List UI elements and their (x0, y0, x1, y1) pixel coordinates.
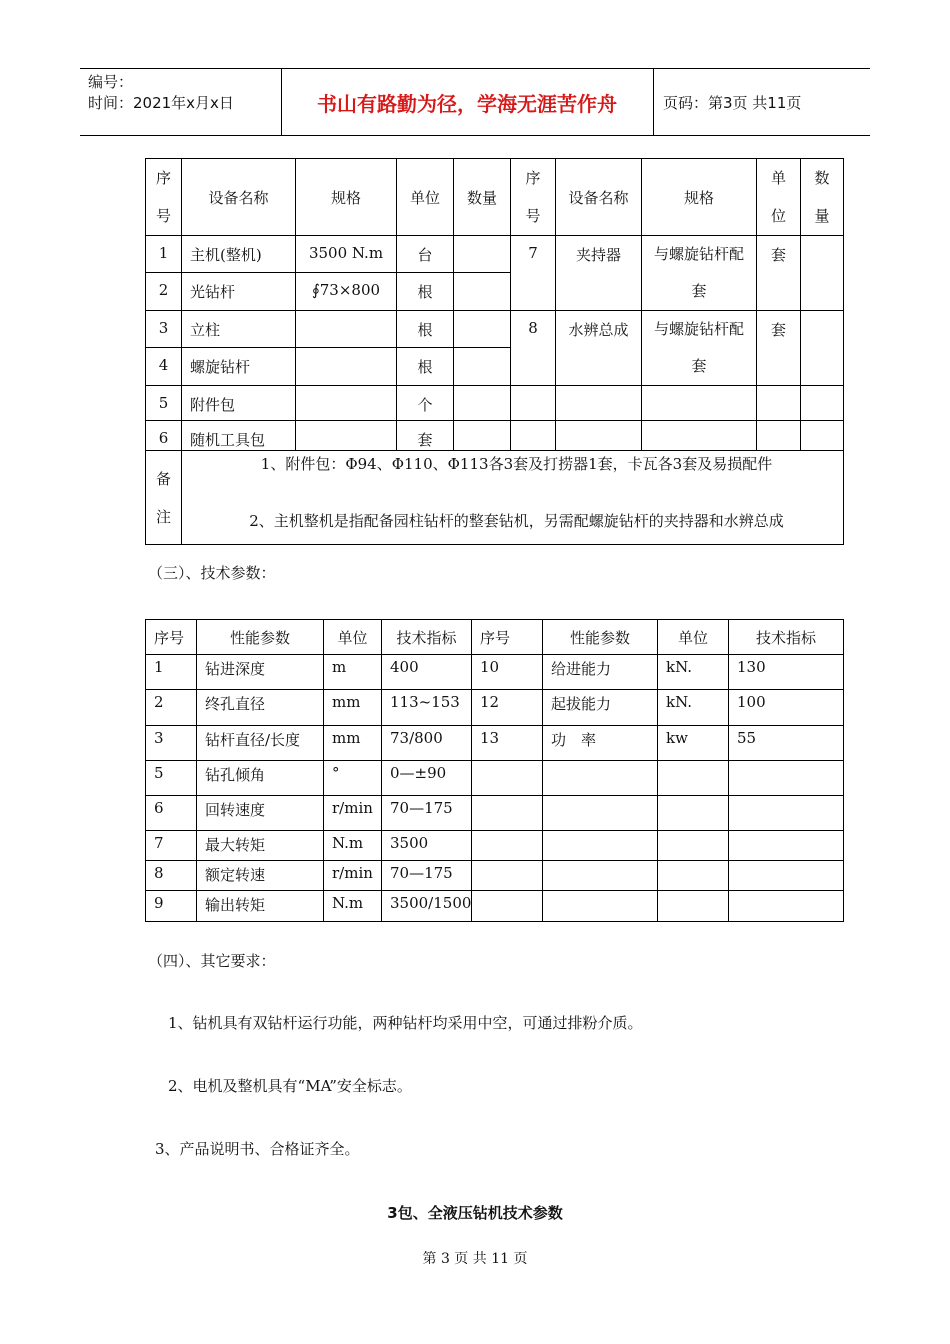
table-cell: 55 (729, 726, 844, 761)
table-cell: 回转速度 (197, 796, 324, 831)
cell-name: 水辨总成 (556, 311, 642, 386)
table-cell: 1 (146, 655, 197, 690)
table-cell: 钻孔倾角 (197, 761, 324, 796)
cell-name: 光钻杆 (182, 272, 296, 310)
table-cell: 钻杆直径/长度 (197, 726, 324, 761)
cell-spec (296, 386, 397, 421)
time-label: 时间：2021年x月x日 (88, 94, 234, 112)
cell-unit: 台 (397, 236, 454, 273)
cell-no: 1 (146, 236, 182, 273)
table-cell: kw (658, 726, 729, 761)
cell-name: 夹持器 (556, 236, 642, 311)
table-cell (658, 891, 729, 922)
cell-qty (454, 347, 511, 385)
header-cell: 单位 (324, 620, 382, 655)
table-cell (543, 796, 658, 831)
table-cell: 0—±90 (382, 761, 472, 796)
table-row (146, 761, 844, 796)
table-cell: 给进能力 (543, 655, 658, 690)
cell-no: 2 (146, 272, 182, 310)
table-row (146, 386, 844, 421)
table-row (146, 891, 844, 922)
remarks-label: 备注 (146, 451, 182, 545)
cell-name: 主机(整机) (182, 236, 296, 273)
section-title: 3包、全液压钻机技术参数 (387, 1204, 563, 1222)
header-divider (653, 68, 654, 135)
page-footer: 第 3 页 共 11 页 (422, 1251, 528, 1267)
table-cell (729, 796, 844, 831)
cell-unit: 根 (397, 272, 454, 310)
table-row (146, 726, 844, 761)
table-cell: 100 (729, 690, 844, 726)
table-cell: N.m (324, 831, 382, 861)
table-cell: kN. (658, 690, 729, 726)
header-cell: 设备名称 (556, 159, 642, 236)
table-cell: 12 (472, 690, 543, 726)
table-cell (543, 761, 658, 796)
table-header-row (146, 620, 844, 655)
table-cell (543, 831, 658, 861)
cell-empty (757, 386, 801, 421)
table-cell (658, 831, 729, 861)
table-cell: 8 (146, 861, 197, 891)
cell-empty (757, 421, 801, 451)
remark-line: 2、主机整机是指配备园柱钻杆的整套钻机，另需配螺旋钻杆的夹持器和水辨总成 (249, 512, 784, 530)
table-cell: 额定转速 (197, 861, 324, 891)
table-cell (658, 761, 729, 796)
table-cell: 3 (146, 726, 197, 761)
table-cell: 7 (146, 831, 197, 861)
cell-empty (642, 386, 757, 421)
header-cell: 性能参数 (543, 620, 658, 655)
table-cell: 功 率 (543, 726, 658, 761)
table-cell: ° (324, 761, 382, 796)
header-cell: 序号 (146, 620, 197, 655)
table-cell: kN. (658, 655, 729, 690)
requirement-item: 2、电机及整机具有“MA”安全标志。 (168, 1077, 412, 1095)
table-cell (472, 831, 543, 861)
table-cell (472, 861, 543, 891)
cell-spec: 与螺旋钻杆配套 (642, 236, 757, 311)
cell-empty (801, 386, 844, 421)
table-cell: mm (324, 726, 382, 761)
table-cell: 6 (146, 796, 197, 831)
cell-spec: 3500 N.m (296, 236, 397, 273)
table-row (146, 311, 844, 348)
header-info (88, 72, 234, 114)
cell-name: 附件包 (182, 386, 296, 421)
table-cell: 130 (729, 655, 844, 690)
table-cell: 73/800 (382, 726, 472, 761)
table-cell (472, 891, 543, 922)
cell-unit: 套 (397, 421, 454, 451)
table-cell: 113~153 (382, 690, 472, 726)
table-row (146, 690, 844, 726)
section-3-title: （三）、技术参数： (148, 564, 276, 582)
cell-empty (556, 421, 642, 451)
table-cell: 钻进深度 (197, 655, 324, 690)
cell-empty (511, 421, 556, 451)
cell-empty (642, 421, 757, 451)
header-cell: 性能参数 (197, 620, 324, 655)
table-cell (658, 861, 729, 891)
table-cell: 最大转矩 (197, 831, 324, 861)
cell-no: 3 (146, 311, 182, 348)
cell-spec (296, 311, 397, 348)
table-cell (729, 831, 844, 861)
number-label: 编号： (88, 73, 134, 91)
cell-qty (454, 386, 511, 421)
table-cell (543, 891, 658, 922)
table-cell: 输出转矩 (197, 891, 324, 922)
header-cell: 规格 (296, 159, 397, 236)
header-cell: 规格 (642, 159, 757, 236)
cell-no: 6 (146, 421, 182, 451)
table-cell: 起拔能力 (543, 690, 658, 726)
table-cell (729, 861, 844, 891)
cell-empty (511, 386, 556, 421)
cell-no: 4 (146, 347, 182, 385)
table-cell: m (324, 655, 382, 690)
header-cell: 设备名称 (182, 159, 296, 236)
table-cell: 3500 (382, 831, 472, 861)
table-cell: 终孔直径 (197, 690, 324, 726)
table-cell: 9 (146, 891, 197, 922)
cell-unit: 根 (397, 311, 454, 348)
cell-empty (556, 386, 642, 421)
table-cell: 13 (472, 726, 543, 761)
cell-unit: 根 (397, 347, 454, 385)
requirement-item: 1、钻机具有双钻杆运行功能，两种钻杆均采用中空，可通过排粉介质。 (168, 1014, 643, 1032)
header-cell: 技术指标 (729, 620, 844, 655)
header-cell: 单位 (757, 159, 801, 236)
header-cell: 技术指标 (382, 620, 472, 655)
cell-qty (454, 421, 511, 451)
header-cell: 数量 (801, 159, 844, 236)
table-cell (658, 796, 729, 831)
cell-unit: 套 (757, 236, 801, 311)
table-row (146, 861, 844, 891)
cell-no: 5 (146, 386, 182, 421)
cell-qty (454, 236, 511, 273)
header-top-rule (80, 68, 870, 69)
header-cell: 单位 (397, 159, 454, 236)
requirement-item: 3、产品说明书、合格证齐全。 (155, 1140, 360, 1158)
table-cell: mm (324, 690, 382, 726)
header-bottom-rule (80, 135, 870, 136)
table-row (146, 421, 844, 451)
header-cell: 单位 (658, 620, 729, 655)
cell-name: 螺旋钻杆 (182, 347, 296, 385)
table-row (146, 831, 844, 861)
table-row (146, 796, 844, 831)
cell-no: 8 (511, 311, 556, 386)
cell-empty (801, 421, 844, 451)
table-cell (472, 796, 543, 831)
section-4-title: （四）、其它要求： (148, 952, 276, 970)
table-cell: r/min (324, 861, 382, 891)
table-cell: N.m (324, 891, 382, 922)
header-cell: 序号 (146, 159, 182, 236)
table-cell: 5 (146, 761, 197, 796)
cell-unit: 个 (397, 386, 454, 421)
header-motto: 书山有路勤为径，学海无涯苦作舟 (317, 92, 617, 116)
table-cell: 10 (472, 655, 543, 690)
table-row (146, 236, 844, 273)
header-cell: 序号 (472, 620, 543, 655)
cell-spec: 与螺旋钻杆配套 (642, 311, 757, 386)
cell-qty (801, 311, 844, 386)
remarks-content (182, 451, 844, 545)
table-header-row (146, 159, 844, 236)
table-row (146, 655, 844, 690)
header-cell: 序号 (511, 159, 556, 236)
equipment-table (145, 158, 844, 545)
table-cell: 3500/1500 (382, 891, 472, 922)
table-cell: 2 (146, 690, 197, 726)
cell-spec (296, 421, 397, 451)
cell-no: 7 (511, 236, 556, 311)
table-cell: 70—175 (382, 861, 472, 891)
cell-name: 随机工具包 (182, 421, 296, 451)
header-cell: 数量 (454, 159, 511, 236)
cell-qty (454, 311, 511, 348)
table-cell (729, 761, 844, 796)
table-cell: 70—175 (382, 796, 472, 831)
cell-spec (296, 347, 397, 385)
cell-name: 立柱 (182, 311, 296, 348)
table-cell: r/min (324, 796, 382, 831)
remark-line: 1、附件包：Φ94、Φ110、Φ113各3套及打捞器1套，卡瓦各3套及易损配件 (260, 455, 773, 473)
table-cell: 400 (382, 655, 472, 690)
table-cell (729, 891, 844, 922)
table-cell (543, 861, 658, 891)
remarks-row (146, 451, 844, 545)
header-page-number: 页码：第3页 共11页 (663, 94, 802, 112)
tech-param-table (145, 619, 844, 922)
table-cell (472, 761, 543, 796)
cell-unit: 套 (757, 311, 801, 386)
cell-qty (801, 236, 844, 311)
cell-spec: ∮73×800 (296, 272, 397, 310)
cell-qty (454, 272, 511, 310)
